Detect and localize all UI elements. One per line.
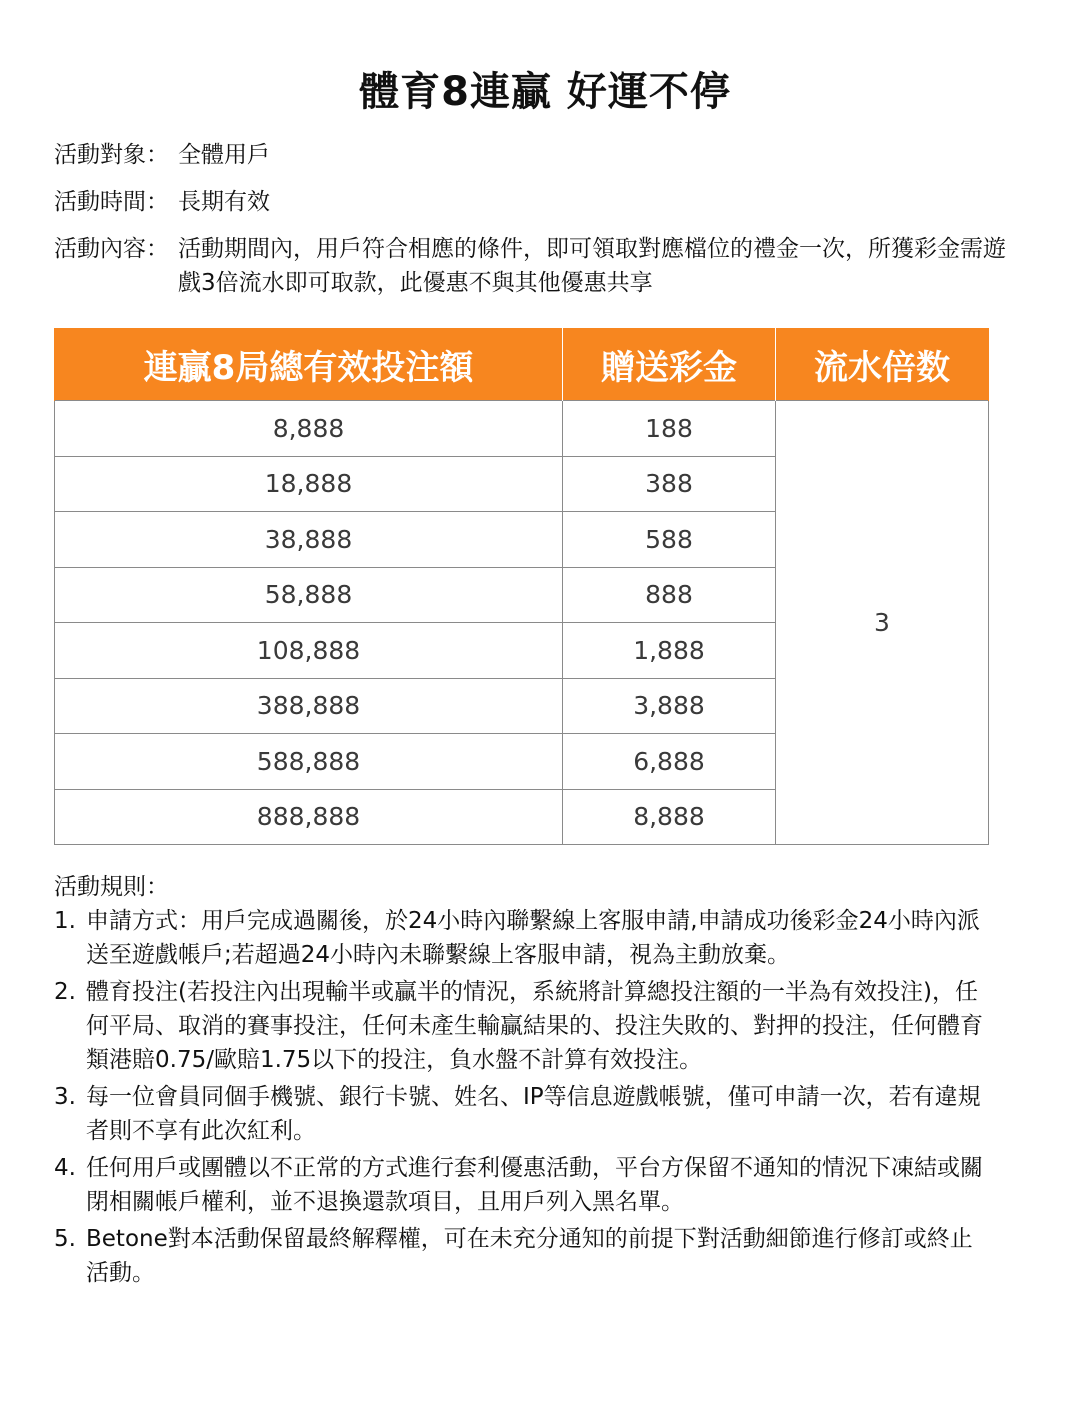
info-target-label: 活動對象： — [54, 142, 169, 168]
cell-bet: 588,888 — [55, 734, 563, 790]
info-target-value: 全體用戶 — [178, 142, 270, 168]
info-content-row — [54, 232, 1014, 300]
rule-number: 1. — [54, 908, 76, 934]
rule-number: 4. — [54, 1155, 76, 1181]
cell-bonus: 8,888 — [563, 789, 776, 845]
reward-table-header-row — [55, 328, 989, 401]
rules-title: 活動規則： — [54, 874, 169, 900]
info-time-value: 長期有效 — [178, 189, 270, 215]
table-row — [55, 401, 989, 457]
cell-bet: 38,888 — [55, 512, 563, 568]
rule-item — [54, 1151, 994, 1219]
rule-item — [54, 1222, 994, 1290]
cell-bonus: 3,888 — [563, 678, 776, 734]
cell-multiplier: 3 — [776, 401, 989, 845]
rule-text: 體育投注(若投注內出現輸半或贏半的情況，系統將計算總投注額的一半為有效投注)，任何平局、取消的賽事投注，任何未產生輸贏結果的、投注失敗的、對押的投注，任何體育類港賠0.75/歐賠1.75以下的投注，負水盤不計算有效投注。 — [86, 979, 983, 1073]
rule-number: 5. — [54, 1226, 76, 1252]
rule-text: 每一位會員同個手機號、銀行卡號、姓名、IP等信息遊戲帳號，僅可申請一次，若有違規者則不享有此次紅利。 — [86, 1084, 981, 1144]
cell-bonus: 588 — [563, 512, 776, 568]
info-time-row — [54, 185, 1014, 219]
cell-bonus: 388 — [563, 456, 776, 512]
cell-bet: 388,888 — [55, 678, 563, 734]
header-bonus: 贈送彩金 — [563, 328, 776, 401]
rule-number: 2. — [54, 979, 76, 1005]
cell-bonus: 1,888 — [563, 623, 776, 679]
rule-text: 申請方式：用戶完成過關後，於24小時內聯繫線上客服申請,申請成功後彩金24小時內派送至遊戲帳戶;若超過24小時內未聯繫線上客服申請，視為主動放棄。 — [86, 908, 980, 968]
rule-item — [54, 975, 994, 1077]
rule-text: Betone對本活動保留最終解釋權，可在未充分通知的前提下對活動細節進行修訂或終止活動。 — [86, 1226, 973, 1286]
info-target-row — [54, 138, 1014, 172]
info-content-label: 活動內容： — [54, 236, 169, 262]
rule-number: 3. — [54, 1084, 76, 1110]
cell-bet: 18,888 — [55, 456, 563, 512]
rule-item — [54, 1080, 994, 1148]
header-total-bet: 連贏8局總有效投注額 — [55, 328, 563, 401]
page-title: 體育8連贏 好運不停 — [359, 69, 731, 115]
cell-bonus: 188 — [563, 401, 776, 457]
cell-bet: 108,888 — [55, 623, 563, 679]
info-content-value: 活動期間內，用戶符合相應的條件，即可領取對應檔位的禮金一次，所獲彩金需遊戲3倍流水即可取款，此優惠不與其他優惠共享 — [178, 236, 1006, 296]
rule-item — [54, 904, 994, 972]
info-time-label: 活動時間： — [54, 189, 169, 215]
cell-bet: 8,888 — [55, 401, 563, 457]
rule-text: 任何用戶或團體以不正常的方式進行套利優惠活動，平台方保留不通知的情況下凍結或關閉相關帳戶權利，並不退換還款項目，且用戶列入黑名單。 — [86, 1155, 983, 1215]
header-turnover-multiplier: 流水倍数 — [776, 328, 989, 401]
cell-bet: 58,888 — [55, 567, 563, 623]
reward-table — [54, 328, 989, 845]
cell-bet: 888,888 — [55, 789, 563, 845]
cell-bonus: 888 — [563, 567, 776, 623]
rules-list — [54, 904, 994, 1293]
cell-bonus: 6,888 — [563, 734, 776, 790]
